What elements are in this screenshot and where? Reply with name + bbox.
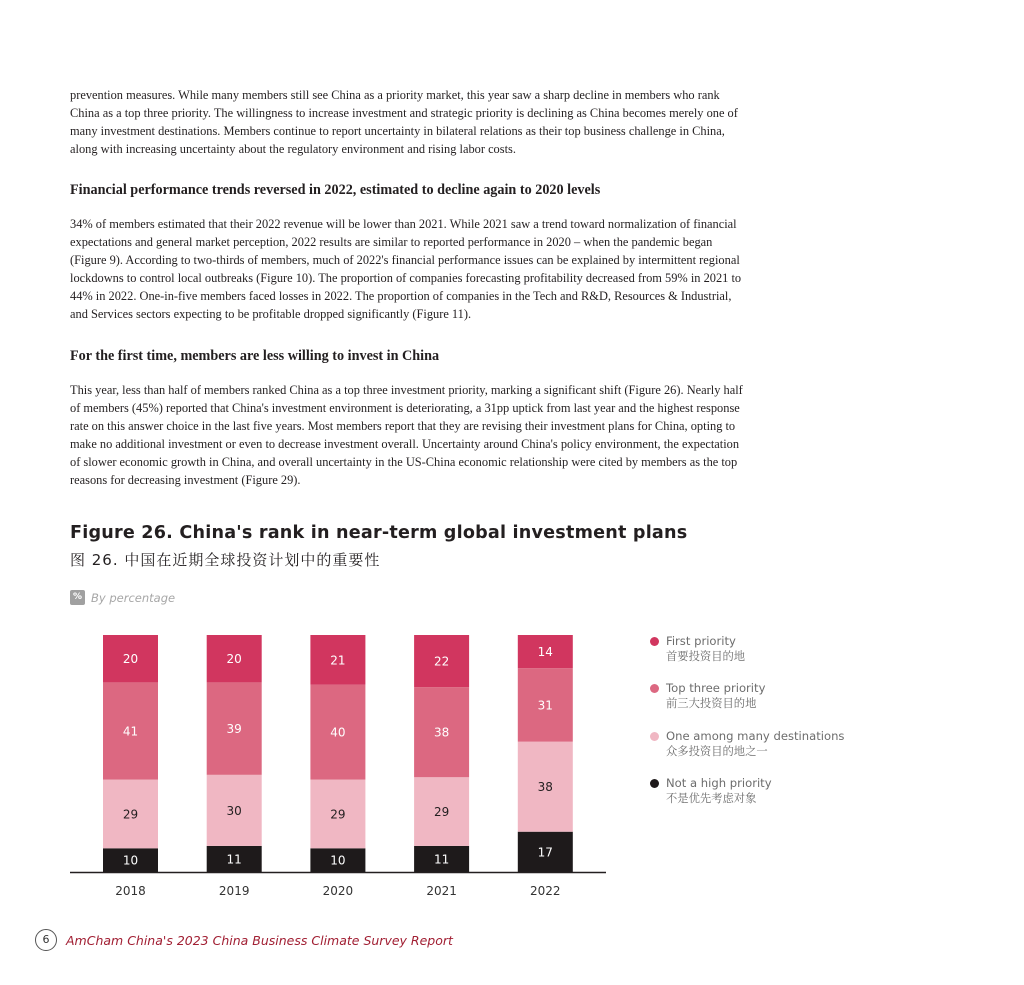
legend-item-one-among-many [650, 728, 844, 775]
unit-label: By percentage [91, 590, 176, 605]
data-label: 30 [226, 803, 242, 818]
page-number: 6 [35, 929, 57, 951]
data-label: 17 [537, 845, 553, 860]
legend-swatch [650, 732, 659, 741]
data-label: 11 [226, 852, 242, 867]
bars-group [103, 635, 573, 872]
legend-label-zh: 众多投资目的地之一 [666, 744, 768, 758]
financial-paragraph: 34% of members estimated that their 2022 revenue will be lower than 2021. While 2021 saw a trend toward normalization of financial expectations and general market perception, 2022 results are similar to reported performance in 2020 – when the pandemic began (Figure 9). According to two-thirds of members, much of 2022's financial performance issues can be explained by intermittent regional lockdowns to control local outbreaks (Figure 10). The proportion of companies forecasting profitability decreased from 59% in 2021 to 44% in 2022. One-in-five members faced losses in 2022. The proportion of companies in the Tech and R&D, Resources & Industrial, and Services sectors expecting to be profitable dropped significantly (Figure 11). [70, 217, 742, 322]
data-label: 41 [122, 724, 139, 739]
data-label: 29 [122, 807, 139, 822]
data-label: 10 [330, 853, 346, 868]
x-tick-label: 2020 [322, 884, 354, 898]
data-label: 29 [433, 805, 450, 820]
legend-label-zh: 首要投资目的地 [666, 650, 746, 663]
legend-item-not-high-priority [650, 775, 844, 822]
data-label: 38 [433, 725, 450, 740]
report-title: AmCham China's 2023 China Business Climate Survey Report [66, 932, 453, 948]
data-label: 10 [122, 853, 139, 868]
data-label: 22 [433, 654, 450, 669]
data-label: 29 [330, 807, 346, 822]
x-tick-label: 2018 [115, 884, 146, 898]
x-tick-label: 2021 [426, 884, 457, 898]
legend-swatch [650, 637, 659, 646]
legend-swatch [650, 684, 659, 693]
legend-label: Top three priority [666, 681, 766, 696]
legend-label: One among many destinations [666, 728, 845, 743]
chart-legend [650, 633, 844, 822]
data-label: 38 [537, 780, 553, 795]
x-tick-label: 2022 [530, 884, 561, 898]
legend-label: First priority [666, 634, 736, 648]
data-label: 11 [433, 852, 450, 867]
section-heading-financial: Financial performance trends reversed in 2022, estimated to decline again to 2020 levels [70, 182, 601, 198]
data-label: 31 [537, 698, 553, 713]
figure-title: Figure 26. China's rank in near-term global investment plans [70, 523, 688, 543]
x-tick-label: 2019 [218, 884, 250, 898]
x-tick-labels [115, 884, 560, 898]
data-label: 20 [122, 652, 139, 667]
page-footer [35, 929, 453, 951]
percent-icon: % [70, 590, 85, 605]
legend-swatch [650, 779, 659, 788]
data-label: 21 [330, 653, 346, 668]
investment-paragraph: This year, less than half of members ranked China as a top three investment priority, marking a significant shift (Figure 26). Nearly half of members (45%) reported that China's investment environment is deteriorating, a 31pp uptick from last year and the highest response rate on this answer choice in the last five years. Most members report that they are revising their investment plans for China, opting to make no additional investment or even to decrease investment overall. Uncertainty around China's policy environment, the expectation of slower economic growth in China, and overall uncertainty in the US-China economic relationship were cited by members as the top reasons for decreasing investment (Figure 29). [70, 383, 743, 488]
figure-subtitle: 图 26. 中国在近期全球投资计划中的重要性 [70, 551, 381, 569]
legend-label: Not a high priority [666, 775, 772, 790]
legend-item-top-three-priority [650, 680, 844, 727]
section-heading-investment: For the first time, members are less willing to invest in China [70, 348, 440, 364]
legend-label-zh: 不是优先考虑对象 [666, 791, 757, 805]
data-label: 39 [226, 722, 242, 737]
intro-paragraph: prevention measures. While many members still see China as a priority market, this year saw a sharp decline in members who rank China as a top three priority. The willingness to increase investment and strategic priority is declining as China becomes merely one of many investment destinations. Members continue to report uncertainty in bilateral relations as their top business challenge in China, along with increasing uncertainty about the regulatory environment and rising labor costs. [70, 88, 738, 157]
legend-label-zh: 前三大投资目的地 [666, 697, 757, 711]
legend-item-first-priority [650, 633, 844, 680]
data-label: 14 [537, 645, 553, 660]
data-label: 20 [226, 652, 242, 667]
data-label: 40 [330, 725, 346, 740]
